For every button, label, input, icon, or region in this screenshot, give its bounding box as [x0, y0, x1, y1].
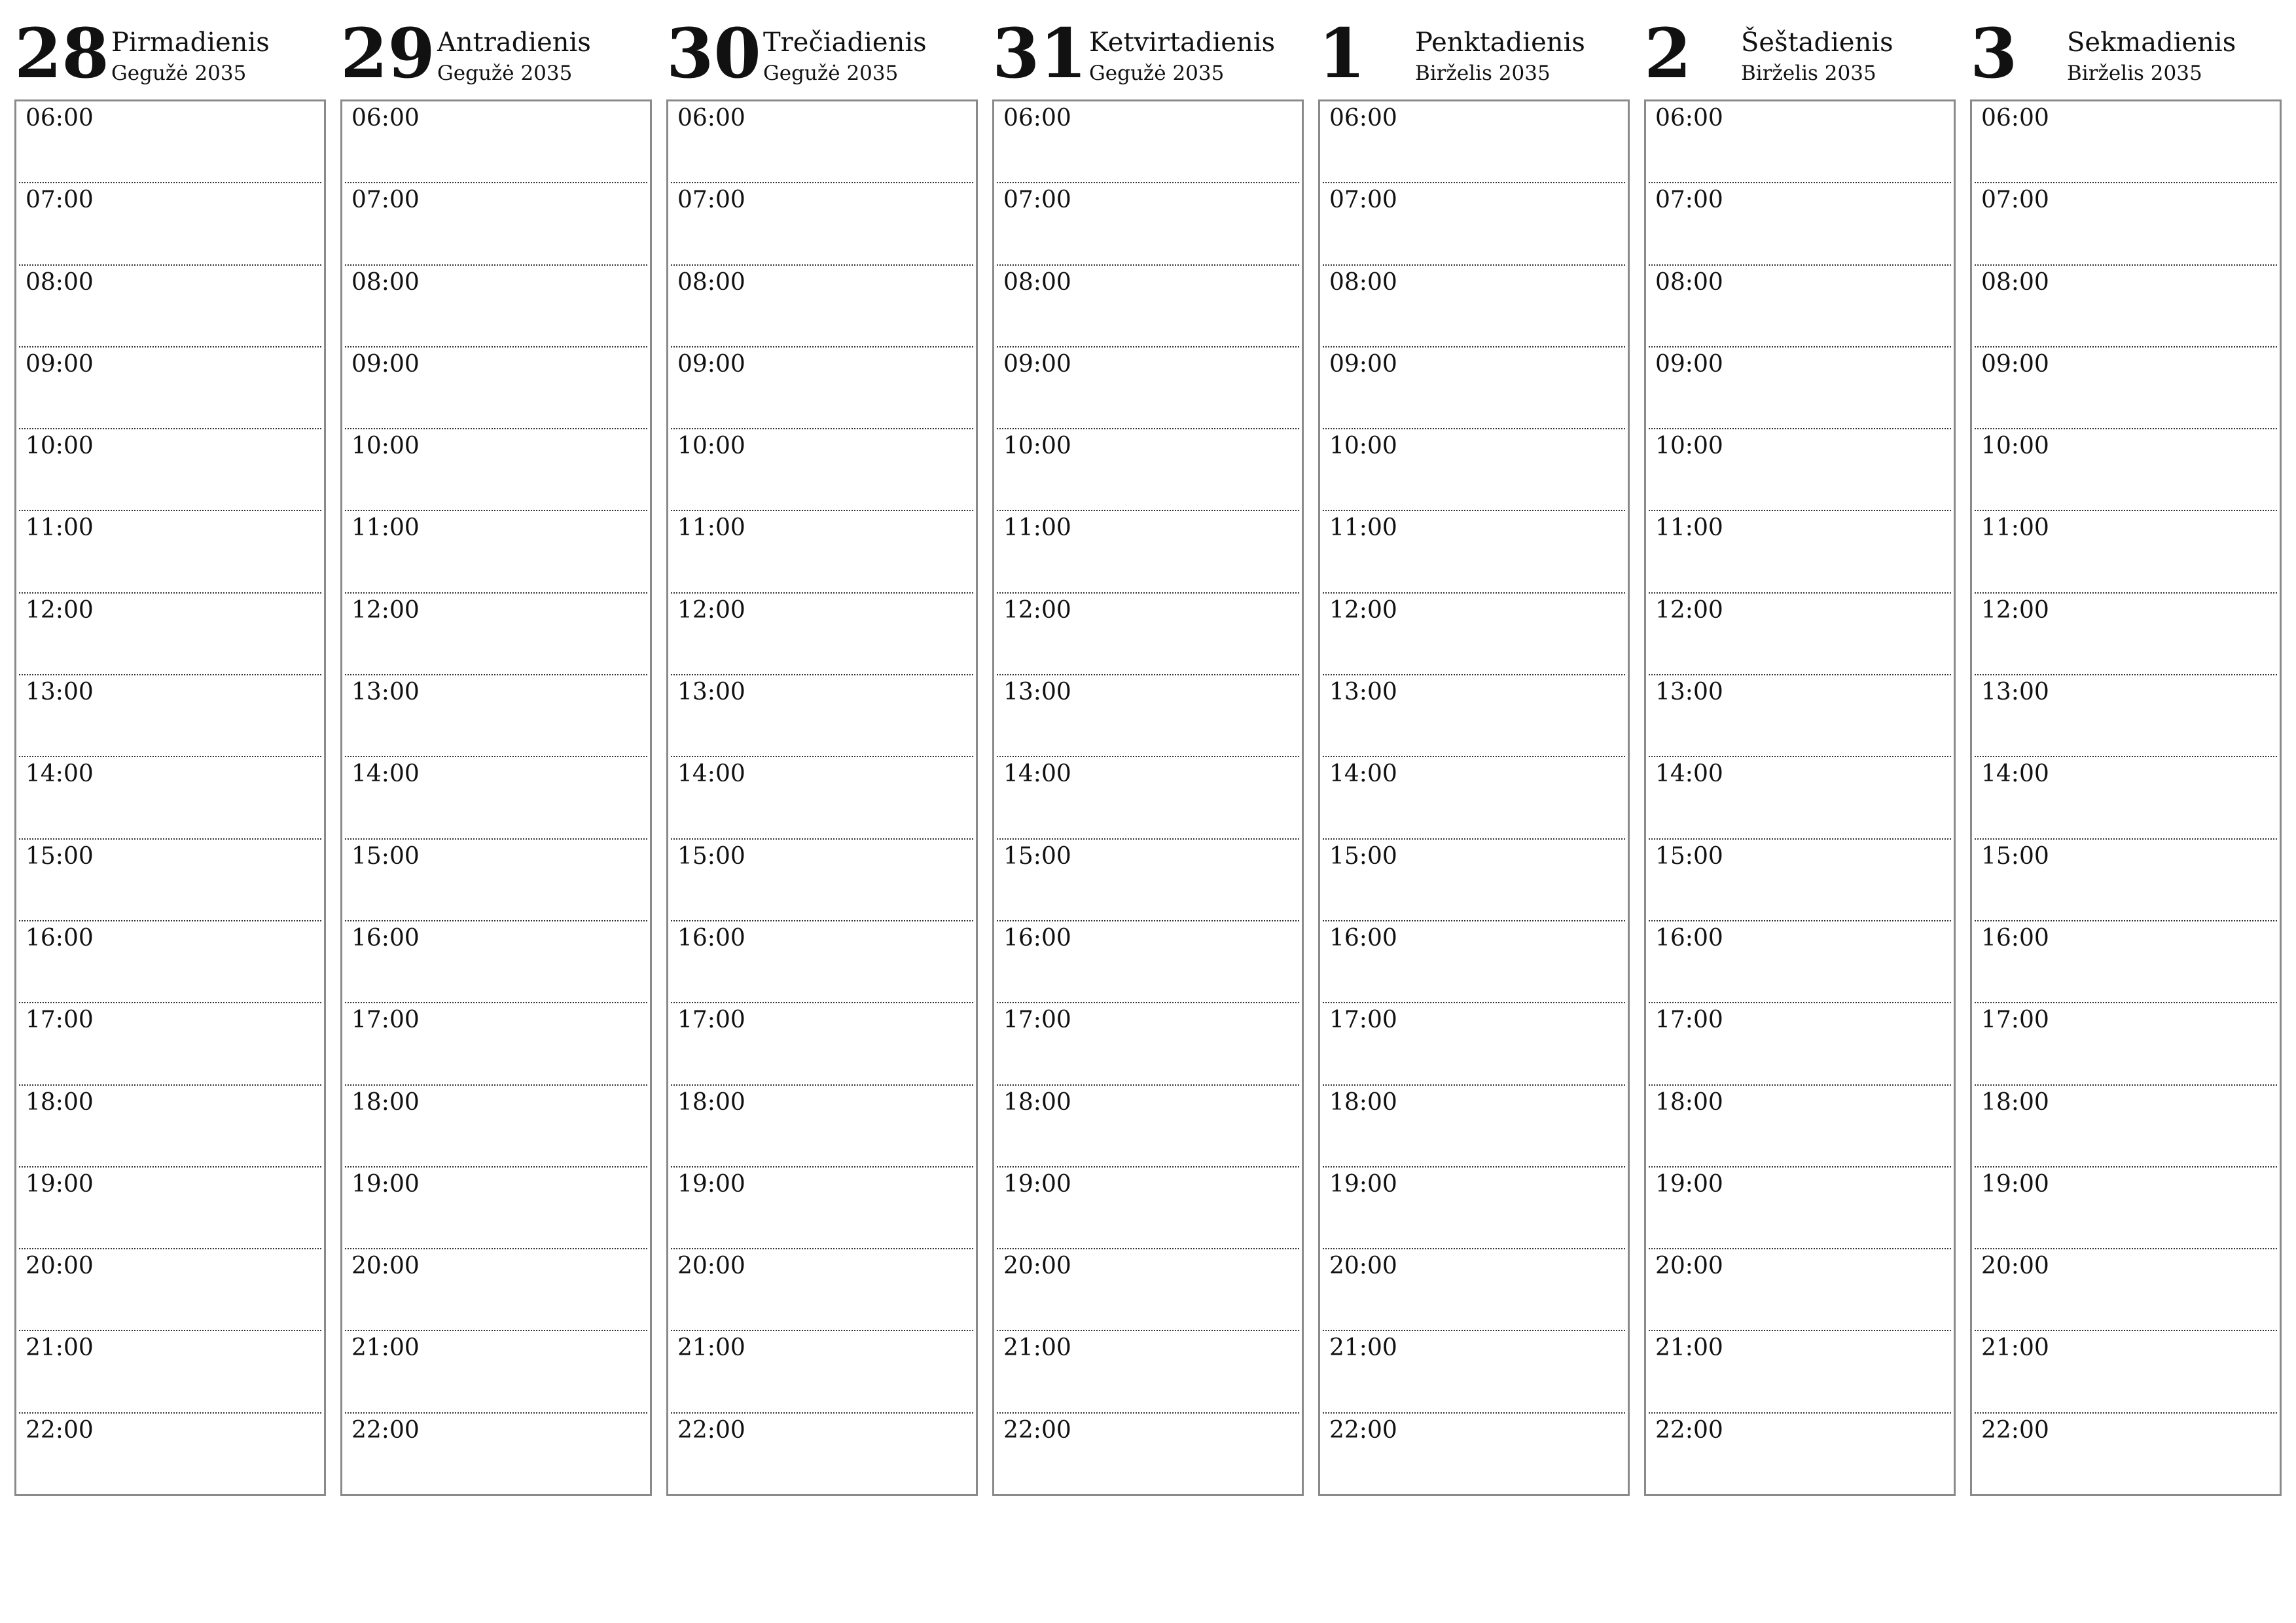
hour-slot[interactable] [1649, 594, 1951, 675]
hour-slot[interactable] [1649, 183, 1951, 265]
hour-slot[interactable] [19, 594, 321, 675]
hour-label: 20:00 [1003, 1253, 1071, 1280]
hour-slot[interactable] [19, 1168, 321, 1249]
hour-label: 18:00 [1003, 1088, 1071, 1116]
hour-slot[interactable] [1323, 1414, 1625, 1494]
day-number: 28 [14, 13, 109, 94]
hour-label: 21:00 [677, 1334, 745, 1362]
hour-label: 13:00 [26, 679, 94, 706]
hour-slot[interactable] [1649, 757, 1951, 839]
hour-slot[interactable] [1323, 266, 1625, 348]
hour-label: 20:00 [1329, 1253, 1397, 1280]
hour-slots-box [1318, 99, 1630, 1496]
hour-label: 21:00 [1655, 1334, 1723, 1362]
hour-slot[interactable] [345, 1086, 647, 1168]
weekday-name: Šeštadienis [1741, 27, 1893, 58]
hour-slot[interactable] [1975, 429, 2277, 511]
hour-slot[interactable] [345, 675, 647, 757]
hour-label: 17:00 [677, 1007, 745, 1034]
hour-label: 21:00 [1003, 1334, 1071, 1362]
hour-slot[interactable] [1323, 183, 1625, 265]
hour-slot[interactable] [997, 511, 1299, 593]
hour-label: 20:00 [1655, 1253, 1723, 1280]
hour-label: 19:00 [1655, 1170, 1723, 1198]
hour-slot[interactable] [1975, 1086, 2277, 1168]
hour-slot[interactable] [19, 921, 321, 1003]
hour-slot[interactable] [671, 1168, 973, 1249]
hour-label: 19:00 [1981, 1170, 2049, 1198]
month-year: Gegužė 2035 [1089, 62, 1225, 85]
hour-slot[interactable] [1323, 675, 1625, 757]
hour-label: 14:00 [1655, 760, 1723, 788]
hour-label: 10:00 [351, 433, 420, 460]
hour-slot[interactable] [671, 1003, 973, 1085]
hour-slot[interactable] [19, 348, 321, 429]
hour-slot[interactable] [997, 348, 1299, 429]
hour-slot[interactable] [997, 840, 1299, 921]
day-column [1970, 14, 2282, 1500]
hour-label: 16:00 [1655, 924, 1723, 952]
hour-label: 14:00 [677, 760, 745, 788]
hour-label: 11:00 [26, 514, 94, 542]
hour-label: 11:00 [1003, 514, 1071, 542]
hour-label: 20:00 [351, 1253, 420, 1280]
hour-label: 12:00 [26, 596, 94, 624]
day-label-group [1089, 20, 1275, 86]
month-year: Birželis 2035 [1741, 62, 1876, 85]
hour-label: 10:00 [26, 433, 94, 460]
hour-label: 19:00 [1329, 1170, 1397, 1198]
hour-slot[interactable] [345, 757, 647, 839]
weekday-name: Antradienis [437, 27, 591, 58]
hour-slot[interactable] [1975, 840, 2277, 921]
hour-slot[interactable] [1649, 429, 1951, 511]
hour-label: 15:00 [351, 842, 420, 870]
hour-slot[interactable] [1975, 183, 2277, 265]
hour-slot[interactable] [671, 921, 973, 1003]
hour-label: 06:00 [1981, 105, 2049, 132]
hour-slot[interactable] [997, 594, 1299, 675]
day-column [1644, 14, 1956, 1500]
hour-label: 22:00 [677, 1416, 745, 1444]
hour-slot[interactable] [1649, 1086, 1951, 1168]
hour-slot[interactable] [1323, 1086, 1625, 1168]
hour-label: 08:00 [1981, 268, 2049, 296]
hour-slot[interactable] [345, 429, 647, 511]
hour-slot[interactable] [671, 1331, 973, 1413]
hour-slots-box [992, 99, 1304, 1496]
day-header [14, 14, 326, 99]
day-header [1644, 14, 1956, 99]
hour-slot[interactable] [345, 266, 647, 348]
hour-slot[interactable] [671, 348, 973, 429]
hour-slot[interactable] [19, 1086, 321, 1168]
hour-label: 13:00 [1003, 679, 1071, 706]
hour-slot[interactable] [1323, 1003, 1625, 1085]
hour-label: 11:00 [351, 514, 420, 542]
hour-slot[interactable] [19, 757, 321, 839]
hour-slot[interactable] [19, 1414, 321, 1494]
hour-slot[interactable] [1975, 266, 2277, 348]
day-label-group [2067, 20, 2236, 86]
hour-label: 22:00 [26, 1416, 94, 1444]
hour-slot[interactable] [997, 1086, 1299, 1168]
hour-label: 18:00 [1655, 1088, 1723, 1116]
hour-slot[interactable] [1323, 840, 1625, 921]
hour-label: 18:00 [351, 1088, 420, 1116]
hour-label: 22:00 [1655, 1416, 1723, 1444]
hour-label: 21:00 [1329, 1334, 1397, 1362]
hour-slot[interactable] [1323, 511, 1625, 593]
weekday-name: Ketvirtadienis [1089, 27, 1276, 58]
day-header [992, 14, 1304, 99]
hour-label: 15:00 [1329, 842, 1397, 870]
hour-slot[interactable] [19, 101, 321, 183]
hour-slot[interactable] [1975, 594, 2277, 675]
hour-label: 22:00 [1003, 1416, 1071, 1444]
day-header [1318, 14, 1630, 99]
hour-label: 14:00 [1329, 760, 1397, 788]
hour-label: 11:00 [1329, 514, 1397, 542]
hour-slot[interactable] [1975, 1003, 2277, 1085]
month-year: Gegužė 2035 [111, 62, 247, 85]
hour-slot[interactable] [19, 511, 321, 593]
hour-label: 06:00 [351, 105, 420, 132]
hour-slots-box [14, 99, 326, 1496]
hour-label: 09:00 [26, 350, 94, 378]
hour-slot[interactable] [1975, 511, 2277, 593]
hour-label: 09:00 [1329, 350, 1397, 378]
day-column [992, 14, 1304, 1500]
hour-label: 22:00 [1981, 1416, 2049, 1444]
day-column [340, 14, 652, 1500]
hour-slot[interactable] [1649, 511, 1951, 593]
hour-slot[interactable] [1975, 1168, 2277, 1249]
day-header [666, 14, 978, 99]
hour-label: 14:00 [1981, 760, 2049, 788]
hour-slot[interactable] [19, 840, 321, 921]
hour-slot[interactable] [1649, 840, 1951, 921]
hour-label: 20:00 [1981, 1253, 2049, 1280]
hour-label: 16:00 [677, 924, 745, 952]
hour-slot[interactable] [997, 1003, 1299, 1085]
hour-slot[interactable] [1975, 757, 2277, 839]
hour-slot[interactable] [671, 1414, 973, 1494]
day-column [1318, 14, 1630, 1500]
hour-label: 12:00 [351, 596, 420, 624]
hour-slot[interactable] [1649, 675, 1951, 757]
hour-label: 16:00 [351, 924, 420, 952]
hour-slot[interactable] [997, 1168, 1299, 1249]
weekday-name: Pirmadienis [111, 27, 270, 58]
month-year: Gegužė 2035 [437, 62, 573, 85]
hour-label: 07:00 [351, 187, 420, 214]
hour-label: 08:00 [1003, 268, 1071, 296]
hour-slot[interactable] [345, 511, 647, 593]
hour-label: 22:00 [351, 1416, 420, 1444]
hour-slot[interactable] [671, 183, 973, 265]
hour-label: 11:00 [677, 514, 745, 542]
hour-label: 07:00 [1981, 187, 2049, 214]
hour-label: 09:00 [1655, 350, 1723, 378]
day-header [340, 14, 652, 99]
hour-label: 06:00 [1003, 105, 1071, 132]
hour-label: 21:00 [26, 1334, 94, 1362]
hour-label: 11:00 [1981, 514, 2049, 542]
hour-label: 06:00 [1329, 105, 1397, 132]
hour-slot[interactable] [1649, 1003, 1951, 1085]
hour-slot[interactable] [1323, 921, 1625, 1003]
hour-slot[interactable] [1649, 1414, 1951, 1494]
hour-slots-box [340, 99, 652, 1496]
hour-slot[interactable] [1649, 266, 1951, 348]
hour-label: 07:00 [677, 187, 745, 214]
hour-slot[interactable] [345, 348, 647, 429]
day-label-group [1415, 20, 1585, 86]
day-number: 30 [666, 13, 761, 94]
hour-label: 20:00 [677, 1253, 745, 1280]
hour-slot[interactable] [1323, 594, 1625, 675]
hour-slot[interactable] [345, 1249, 647, 1331]
hour-label: 14:00 [351, 760, 420, 788]
hour-label: 16:00 [26, 924, 94, 952]
hour-slot[interactable] [1323, 429, 1625, 511]
day-label-group [763, 20, 927, 86]
day-column [666, 14, 978, 1500]
hour-slot[interactable] [671, 1086, 973, 1168]
hour-label: 07:00 [1655, 187, 1723, 214]
hour-label: 07:00 [26, 187, 94, 214]
hour-slots-box [1644, 99, 1956, 1496]
day-number: 29 [340, 13, 435, 94]
hour-slot[interactable] [671, 1249, 973, 1331]
hour-slots-box [1970, 99, 2282, 1496]
month-year: Birželis 2035 [1415, 62, 1551, 85]
day-number: 2 [1644, 13, 1692, 94]
hour-slot[interactable] [671, 757, 973, 839]
day-label-group [111, 20, 270, 86]
hour-slot[interactable] [997, 266, 1299, 348]
hour-label: 06:00 [26, 105, 94, 132]
hour-label: 10:00 [1329, 433, 1397, 460]
hour-slot[interactable] [345, 183, 647, 265]
hour-slot[interactable] [997, 183, 1299, 265]
hour-slot[interactable] [345, 1003, 647, 1085]
hour-slot[interactable] [19, 266, 321, 348]
hour-label: 19:00 [351, 1170, 420, 1198]
hour-slot[interactable] [1323, 348, 1625, 429]
hour-label: 07:00 [1003, 187, 1071, 214]
hour-slot[interactable] [345, 594, 647, 675]
hour-label: 10:00 [1981, 433, 2049, 460]
hour-slot[interactable] [997, 675, 1299, 757]
hour-slot[interactable] [19, 1249, 321, 1331]
hour-slot[interactable] [997, 1249, 1299, 1331]
hour-slot[interactable] [1649, 1249, 1951, 1331]
day-number: 1 [1318, 13, 1366, 94]
hour-label: 13:00 [1981, 679, 2049, 706]
hour-slot[interactable] [19, 1331, 321, 1413]
hour-label: 17:00 [1003, 1007, 1071, 1034]
hour-slot[interactable] [1323, 1249, 1625, 1331]
weekly-planner [14, 14, 2282, 1500]
hour-slot[interactable] [19, 183, 321, 265]
hour-label: 09:00 [351, 350, 420, 378]
hour-label: 22:00 [1329, 1416, 1397, 1444]
hour-label: 18:00 [26, 1088, 94, 1116]
hour-slot[interactable] [1975, 1249, 2277, 1331]
hour-label: 09:00 [677, 350, 745, 378]
hour-label: 17:00 [1329, 1007, 1397, 1034]
hour-label: 10:00 [1655, 433, 1723, 460]
hour-slot[interactable] [1323, 101, 1625, 183]
hour-slot[interactable] [997, 101, 1299, 183]
hour-label: 08:00 [677, 268, 745, 296]
hour-label: 10:00 [1003, 433, 1071, 460]
hour-label: 09:00 [1981, 350, 2049, 378]
hour-slot[interactable] [671, 675, 973, 757]
hour-slot[interactable] [345, 840, 647, 921]
hour-slot[interactable] [1975, 101, 2277, 183]
hour-slots-box [666, 99, 978, 1496]
hour-slot[interactable] [671, 594, 973, 675]
hour-slot[interactable] [1649, 1331, 1951, 1413]
day-label-group [437, 20, 591, 86]
hour-slot[interactable] [345, 1414, 647, 1494]
hour-slot[interactable] [345, 1331, 647, 1413]
hour-label: 19:00 [677, 1170, 745, 1198]
hour-label: 13:00 [677, 679, 745, 706]
hour-label: 12:00 [1981, 596, 2049, 624]
hour-label: 17:00 [1655, 1007, 1723, 1034]
day-label-group [1741, 20, 1893, 86]
hour-slot[interactable] [345, 101, 647, 183]
weekday-name: Penktadienis [1415, 27, 1585, 58]
hour-slot[interactable] [1975, 675, 2277, 757]
hour-slot[interactable] [671, 429, 973, 511]
hour-slot[interactable] [19, 1003, 321, 1085]
hour-label: 14:00 [26, 760, 94, 788]
hour-slot[interactable] [997, 1414, 1299, 1494]
month-year: Gegužė 2035 [763, 62, 899, 85]
hour-label: 12:00 [1329, 596, 1397, 624]
hour-slot[interactable] [1975, 348, 2277, 429]
hour-label: 11:00 [1655, 514, 1723, 542]
hour-label: 21:00 [351, 1334, 420, 1362]
month-year: Birželis 2035 [2067, 62, 2202, 85]
hour-slot[interactable] [671, 101, 973, 183]
hour-slot[interactable] [997, 921, 1299, 1003]
hour-slot[interactable] [1323, 757, 1625, 839]
hour-label: 06:00 [677, 105, 745, 132]
hour-slot[interactable] [671, 266, 973, 348]
hour-slot[interactable] [1649, 921, 1951, 1003]
hour-slot[interactable] [671, 840, 973, 921]
hour-label: 16:00 [1329, 924, 1397, 952]
hour-slot[interactable] [1975, 1414, 2277, 1494]
hour-label: 14:00 [1003, 760, 1071, 788]
hour-label: 15:00 [677, 842, 745, 870]
day-column [14, 14, 326, 1500]
hour-slot[interactable] [345, 921, 647, 1003]
hour-label: 12:00 [1655, 596, 1723, 624]
hour-label: 18:00 [1329, 1088, 1397, 1116]
hour-slot[interactable] [19, 429, 321, 511]
day-header [1970, 14, 2282, 99]
hour-label: 17:00 [351, 1007, 420, 1034]
hour-slot[interactable] [1649, 348, 1951, 429]
hour-label: 19:00 [1003, 1170, 1071, 1198]
hour-label: 20:00 [26, 1253, 94, 1280]
hour-label: 21:00 [1981, 1334, 2049, 1362]
hour-label: 17:00 [1981, 1007, 2049, 1034]
hour-label: 18:00 [677, 1088, 745, 1116]
hour-slot[interactable] [1649, 101, 1951, 183]
hour-slot[interactable] [1975, 1331, 2277, 1413]
hour-label: 12:00 [677, 596, 745, 624]
hour-slot[interactable] [1649, 1168, 1951, 1249]
hour-label: 15:00 [26, 842, 94, 870]
hour-label: 08:00 [26, 268, 94, 296]
hour-label: 19:00 [26, 1170, 94, 1198]
hour-label: 08:00 [351, 268, 420, 296]
hour-label: 18:00 [1981, 1088, 2049, 1116]
hour-label: 12:00 [1003, 596, 1071, 624]
hour-label: 08:00 [1655, 268, 1723, 296]
hour-slot[interactable] [997, 757, 1299, 839]
hour-label: 16:00 [1981, 924, 2049, 952]
hour-label: 10:00 [677, 433, 745, 460]
day-number: 31 [992, 13, 1087, 94]
hour-slot[interactable] [1975, 921, 2277, 1003]
hour-label: 15:00 [1981, 842, 2049, 870]
hour-label: 13:00 [351, 679, 420, 706]
hour-label: 16:00 [1003, 924, 1071, 952]
hour-label: 06:00 [1655, 105, 1723, 132]
hour-label: 07:00 [1329, 187, 1397, 214]
hour-slot[interactable] [671, 511, 973, 593]
weekday-name: Trečiadienis [763, 27, 927, 58]
hour-label: 09:00 [1003, 350, 1071, 378]
hour-slot[interactable] [1323, 1168, 1625, 1249]
hour-slot[interactable] [997, 1331, 1299, 1413]
hour-label: 13:00 [1329, 679, 1397, 706]
hour-label: 15:00 [1655, 842, 1723, 870]
hour-label: 17:00 [26, 1007, 94, 1034]
day-number: 3 [1970, 13, 2018, 94]
hour-label: 08:00 [1329, 268, 1397, 296]
hour-label: 15:00 [1003, 842, 1071, 870]
hour-slot[interactable] [19, 675, 321, 757]
hour-slot[interactable] [1323, 1331, 1625, 1413]
hour-label: 13:00 [1655, 679, 1723, 706]
hour-slot[interactable] [345, 1168, 647, 1249]
hour-slot[interactable] [997, 429, 1299, 511]
weekday-name: Sekmadienis [2067, 27, 2236, 58]
